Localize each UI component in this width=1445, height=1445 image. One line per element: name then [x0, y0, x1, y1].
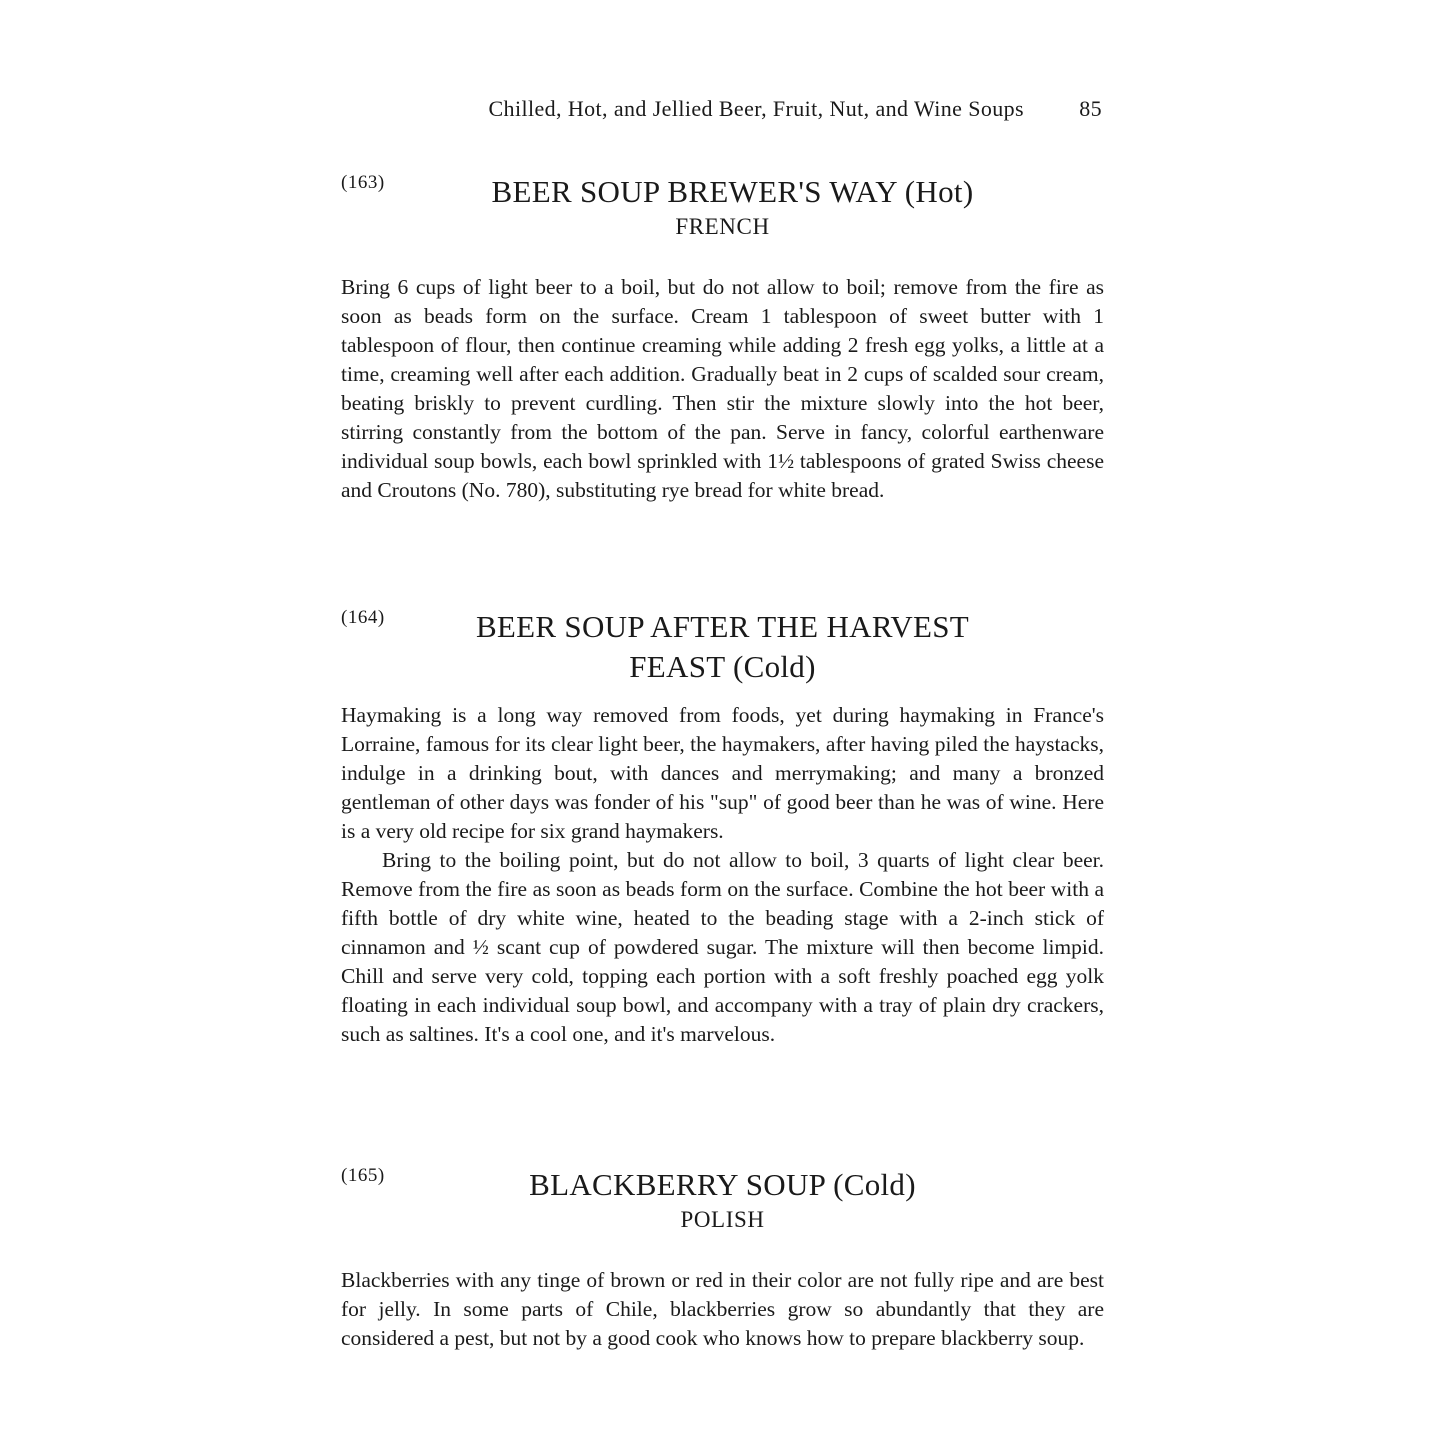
recipe-165 — [341, 1165, 1104, 1353]
book-page — [341, 0, 1104, 1445]
recipe-number: (163) — [341, 172, 385, 193]
running-head — [341, 96, 1104, 128]
recipe-number: (165) — [341, 1165, 385, 1186]
recipe-origin: FRENCH — [675, 214, 770, 239]
recipe-164 — [341, 607, 1104, 1049]
recipe-title: BLACKBERRY SOUP (Cold) — [529, 1167, 916, 1202]
recipe-163 — [341, 172, 1104, 505]
recipe-paragraph: Haymaking is a long way removed from foods, yet during haymaking in France's Lorraine, famous for its clear light beer, the haymakers, after having piled the haystacks, indulge in a drinking bout, with dances and merrymaking; and many a bronzed gentleman of other days was fonder of his "sup" of good beer than he was of wine. Here is a very old recipe for six grand haymakers. — [341, 703, 1104, 843]
recipe-paragraph: Blackberries with any tinge of brown or red in their color are not fully ripe and are best for jelly. In some parts of Chile, blackberries grow so abundantly that they are considered a pest, but not by a good cook who knows how to prepare blackberry soup. — [341, 1268, 1104, 1350]
recipe-title: BEER SOUP BREWER'S WAY (Hot) — [491, 174, 974, 209]
page-number: 85 — [1079, 96, 1102, 121]
running-head-title: Chilled, Hot, and Jellied Beer, Fruit, Nut, and Wine Soups — [488, 96, 1024, 121]
recipe-title-line1: BEER SOUP AFTER THE HARVEST — [475, 609, 970, 644]
recipe-origin: POLISH — [680, 1207, 765, 1232]
recipe-title-line2: FEAST (Cold) — [629, 649, 816, 684]
recipe-paragraph: Bring 6 cups of light beer to a boil, but do not allow to boil; remove from the fire as soon as beads form on the surface. Cream 1 tablespoon of sweet butter with 1 tablespoon of flour, then continue creaming while adding 2 fresh egg yolks, a little at a time, creaming well after each addition. Gradually beat in 2 cups of scalded sour cream, beating briskly to prevent curdling. Then stir the mixture slowly into the hot beer, stirring constantly from the bottom of the pan. Serve in fancy, colorful earthenware individual soup bowls, each bowl sprinkled with 1½ tablespoons of grated Swiss cheese and Croutons (No. 780), substituting rye bread for white bread. — [341, 275, 1104, 502]
recipe-paragraph: Bring to the boiling point, but do not allow to boil, 3 quarts of light clear beer. Remove from the fire as soon as beads form on the surface. Combine the hot beer with a fifth bottle of dry white wine, heated to the beading stage with a 2-inch stick of cinnamon and ½ scant cup of powdered sugar. The mixture will then become limpid. Chill and serve very cold, topping each portion with a soft freshly poached egg yolk floating in each individual soup bowl, and accompany with a tray of plain dry crackers, such as saltines. It's a cool one, and it's marvelous. — [341, 848, 1104, 1046]
recipe-number: (164) — [341, 607, 385, 628]
